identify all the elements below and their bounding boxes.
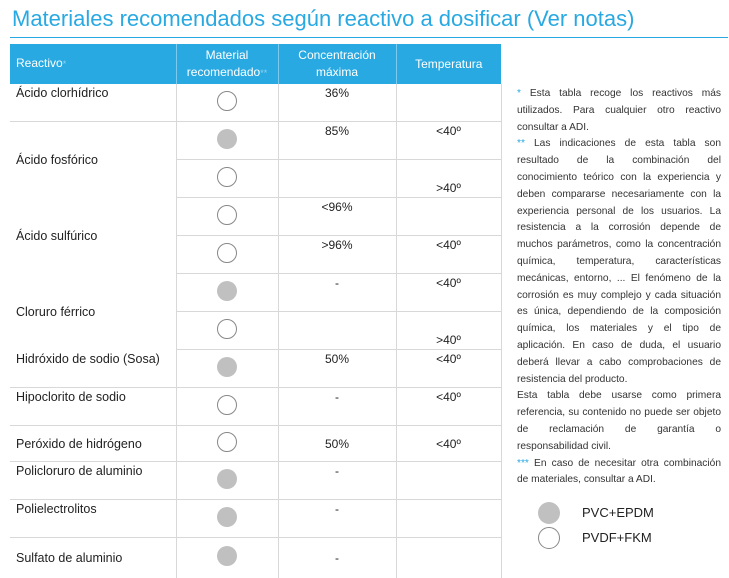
legend-item-pvc-epdm <box>538 500 654 525</box>
legend-label: PVDF+FKM <box>582 530 652 545</box>
pvdf-fkm-circle-icon <box>217 319 237 339</box>
legend <box>538 500 654 550</box>
pvc-epdm-circle-icon <box>217 507 237 527</box>
header-reactivo: Reactivo* <box>10 44 176 84</box>
note-item: ** Las indicaciones de esta tabla son resultado de la combinación del conocimiento teórico con la experiencia y deben compararse necesariamente con la experiencia personal de los usuarios. La resistencia a la corrosión depende de muchos parámetros, como la concentración química, temperatura, características mecánicas, entorno, ... El fenómeno de la corrosión es muy complejo y cada situación es única, dependiendo de la composición química, los materiales y el tipo de aplicación. En caso de duda, el usuario deberá llevar a cabo comprobaciones de resistencia del producto. <box>517 138 721 385</box>
pvdf-fkm-circle-icon <box>217 243 237 263</box>
concentracion-value: - <box>278 274 396 312</box>
legend-label: PVC+EPDM <box>582 505 654 520</box>
temperatura-value: >40º <box>396 312 501 350</box>
temperatura-value: <40º <box>396 236 501 274</box>
concentracion-value: 50% <box>278 426 396 462</box>
concentracion-value <box>278 312 396 350</box>
table-row <box>10 350 501 388</box>
pvc-epdm-circle-icon <box>217 357 237 377</box>
temperatura-value <box>396 500 501 538</box>
temperatura-value: <40º <box>396 274 501 312</box>
legend-item-pvdf-fkm <box>538 525 654 550</box>
concentracion-value: - <box>278 538 396 578</box>
note-item: Esta tabla debe usarse como primera referencia, su contenido no puede ser objeto de reclamación de garantía o responsabilidad civil. <box>517 390 721 452</box>
title-divider <box>10 37 728 38</box>
table-row <box>10 462 501 500</box>
temperatura-value: <40º <box>396 388 501 426</box>
reactivo-name: Ácido clorhídrico <box>10 84 176 122</box>
concentracion-value: 36% <box>278 84 396 122</box>
note-item: *** En caso de necesitar otra combinación de materiales, consultar a ADI. <box>517 457 721 486</box>
pvdf-fkm-circle-icon <box>217 167 237 187</box>
table-header-row <box>10 44 501 84</box>
temperatura-value <box>396 198 501 236</box>
pvc-epdm-circle-icon <box>217 129 237 149</box>
header-material: Material recomendado** <box>176 44 278 84</box>
page-title: Materiales recomendados según reactivo a dosificar (Ver notas) <box>12 6 635 31</box>
table-row <box>10 388 501 426</box>
reactivos-table <box>10 44 502 578</box>
temperatura-value <box>396 538 501 578</box>
temperatura-value: <40º <box>396 426 501 462</box>
concentracion-value: <96% <box>278 198 396 236</box>
concentracion-value: - <box>278 388 396 426</box>
concentracion-value: 50% <box>278 350 396 388</box>
table-row <box>10 122 501 160</box>
reactivo-name: Ácido sulfúrico <box>10 198 176 274</box>
table-row <box>10 538 501 578</box>
table-row <box>10 500 501 538</box>
header-temperatura: Temperatura <box>396 44 501 84</box>
reactivo-name: Sulfato de aluminio <box>10 538 176 578</box>
temperatura-value: >40º <box>396 160 501 198</box>
concentracion-value: - <box>278 462 396 500</box>
reactivo-name: Policloruro de aluminio <box>10 462 176 500</box>
table-row <box>10 426 501 462</box>
pvc-epdm-circle-icon <box>217 281 237 301</box>
concentracion-value: - <box>278 500 396 538</box>
concentracion-value <box>278 160 396 198</box>
pvc-epdm-circle-icon <box>217 546 237 566</box>
pvdf-fkm-circle-icon <box>217 205 237 225</box>
temperatura-value: <40º <box>396 122 501 160</box>
temperatura-value: <40º <box>396 350 501 388</box>
reactivo-name: Peróxido de hidrógeno <box>10 426 176 462</box>
table-row <box>10 198 501 236</box>
notes-panel <box>517 86 721 489</box>
table-row <box>10 274 501 312</box>
reactivo-name: Cloruro férrico <box>10 274 176 350</box>
reactivo-name: Hipoclorito de sodio <box>10 388 176 426</box>
pvdf-fkm-circle-icon <box>217 395 237 415</box>
reactivo-name: Hidróxido de sodio (Sosa) <box>10 350 176 388</box>
temperatura-value <box>396 84 501 122</box>
pvdf-fkm-circle-icon <box>217 432 237 452</box>
pvc-epdm-circle-icon <box>217 469 237 489</box>
reactivo-name: Ácido fosfórico <box>10 122 176 198</box>
temperatura-value <box>396 462 501 500</box>
reactivo-name: Polielectrolitos <box>10 500 176 538</box>
pvc-epdm-circle-icon <box>538 502 560 524</box>
concentracion-value: 85% <box>278 122 396 160</box>
pvdf-fkm-circle-icon <box>217 91 237 111</box>
concentracion-value: >96% <box>278 236 396 274</box>
header-concentracion: Concentración máxima <box>278 44 396 84</box>
table-row <box>10 84 501 122</box>
pvdf-fkm-circle-icon <box>538 527 560 549</box>
note-item: * Esta tabla recoge los reactivos más utilizados. Para cualquier otro reactivo consultar a ADI. <box>517 88 721 133</box>
